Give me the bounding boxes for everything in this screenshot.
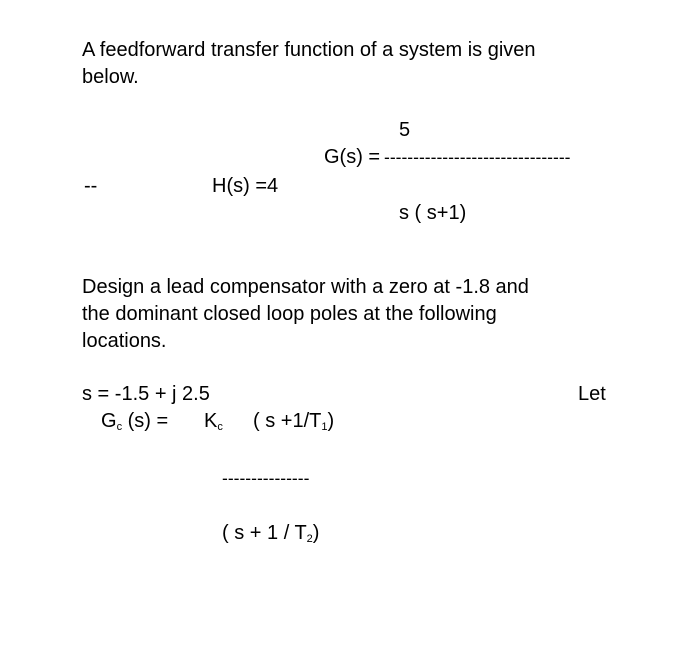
design-line-2: the dominant closed loop poles at the following — [82, 303, 497, 325]
design-line-3: locations. — [82, 330, 167, 352]
pole-location: s = -1.5 + j 2.5 — [82, 383, 210, 405]
kc-symbol: $K_c$ — [204, 410, 223, 433]
design-line-1: Design a lead compensator with a zero at -1.8 and — [82, 276, 529, 298]
prefix-dashes: -- — [84, 175, 98, 197]
compensator-denominator: ( $s + 1 / T_2$) — [222, 522, 320, 545]
intro-line-1: A feedforward transfer function of a system is given — [82, 39, 536, 61]
gc-symbol: $G_c$ — [101, 410, 123, 433]
let-label: Let — [578, 383, 606, 405]
g-denominator: s ( s+1) — [399, 202, 467, 224]
compensator-equation — [101, 408, 168, 435]
intro-line-2: below. — [82, 66, 139, 88]
g-fraction-bar: -------------------------------- — [384, 147, 571, 167]
compensator-fraction-bar: --------------- — [222, 468, 310, 488]
g-numerator: 5 — [399, 119, 411, 141]
gc-arg: (s) = — [122, 410, 169, 432]
h-expression: H(s) =4 — [212, 175, 279, 197]
compensator-numerator: ( $s +1/T_1$) — [253, 410, 335, 433]
g-label: G(s) = — [324, 146, 381, 168]
